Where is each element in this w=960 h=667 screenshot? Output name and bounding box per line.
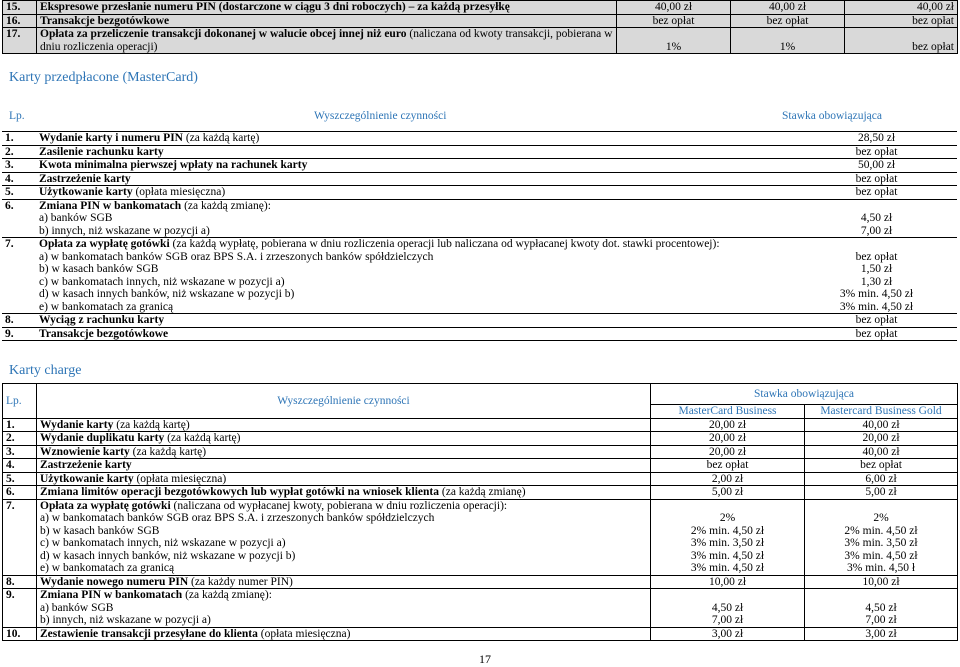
value-text: bez opłat	[855, 145, 898, 158]
row-number: 2.	[2, 145, 36, 159]
sub-value: 2% min. 4,50 zł	[690, 524, 765, 537]
item-title: Transakcje bezgotówkowe	[39, 327, 169, 340]
row-description	[36, 145, 796, 159]
value-text: 20,00 zł	[708, 432, 747, 444]
value-text: 3,00 zł	[711, 627, 744, 640]
fee-value	[796, 238, 957, 314]
value-text: 40,00 zł	[862, 445, 900, 458]
table-row	[3, 575, 958, 589]
row-number: 9.	[3, 589, 37, 628]
charge-header-lp: Lp.	[3, 384, 37, 419]
item-title: Użytkowanie karty	[40, 472, 134, 485]
value-spacer	[654, 500, 801, 513]
table-row	[3, 627, 958, 641]
fee-value-business-gold	[805, 418, 958, 432]
fee-value: 40,00 zł	[845, 1, 958, 15]
row-number: 5.	[2, 186, 36, 200]
value-text: 10,00 zł	[862, 575, 900, 588]
fee-value-business	[651, 459, 805, 473]
sub-value: 2% min. 4,50 zł	[844, 524, 918, 537]
row-number: 17.	[3, 28, 37, 54]
table-row	[3, 589, 958, 628]
charge-fee-table	[2, 383, 958, 641]
row-number: 6.	[3, 486, 37, 500]
sub-value: 4,50 zł	[860, 212, 893, 224]
fee-value-business-gold	[805, 589, 958, 628]
page-number: 17	[479, 652, 491, 666]
prepaid-fee-table	[2, 131, 957, 341]
charge-header-desc: Wyszczególnienie czynności	[37, 384, 651, 419]
item-note: (opłata miesięczna)	[133, 472, 227, 485]
item-note: (za każdą kartę)	[113, 418, 190, 431]
fee-value	[796, 132, 957, 146]
item-title: Zastrzeżenie karty	[39, 172, 131, 185]
row-description	[37, 459, 651, 473]
row-description	[36, 238, 796, 314]
item-title: Użytkowanie karty	[39, 186, 133, 198]
sub-value: 3% min. 4,50 ł	[846, 562, 916, 574]
value-text: 20,00 zł	[708, 445, 747, 458]
row-number: 1.	[2, 132, 36, 146]
value-text: bez opłat	[860, 459, 902, 471]
value-spacer	[808, 500, 954, 513]
value-text: bez opłat	[855, 327, 898, 340]
row-number: 8.	[2, 314, 36, 328]
item-title: Wydanie duplikatu karty	[40, 432, 165, 444]
row-number: 6.	[2, 199, 36, 238]
sub-value: 4,50 zł	[865, 601, 897, 614]
row-number: 8.	[3, 575, 37, 589]
item-title: Wydanie karty i numeru PIN	[39, 132, 183, 144]
sub-item: b) innych, niż wskazane w pozycji a)	[40, 614, 211, 626]
fee-value: bez opłat	[845, 14, 958, 28]
sub-item: c) w bankomatach innych, niż wskazane w pozycji a)	[39, 275, 285, 288]
item-title: Wznowienie karty	[40, 445, 130, 458]
row-number: 3.	[2, 159, 36, 173]
item-title: Zastrzeżenie karty	[40, 459, 132, 471]
value-text: 5,00 zł	[865, 486, 897, 498]
row-description	[37, 418, 651, 432]
item-note: (za każdą zmianę)	[439, 486, 526, 498]
sub-item: d) w kasach innych banków, niż wskazane w pozycji b)	[40, 549, 296, 562]
table-row	[3, 418, 958, 432]
row-number: 4.	[3, 459, 37, 473]
sub-value: 3% min. 4,50 zł	[839, 300, 914, 313]
sub-value: 7,00 zł	[865, 614, 897, 626]
fee-value	[796, 186, 957, 200]
value-text: bez opłat	[855, 186, 898, 198]
sub-value: 3% min. 3,50 zł	[690, 537, 765, 549]
charge-section-title: Karty charge	[9, 363, 82, 378]
table-row	[2, 238, 957, 314]
fee-value-business-gold	[805, 472, 958, 486]
item-note: (za każdą kartę)	[129, 445, 207, 458]
sub-value: 7,00 zł	[860, 224, 893, 237]
value-text: 3,00 zł	[865, 627, 897, 640]
item-note: (za każdą zmianę):	[182, 589, 272, 601]
row-description	[36, 172, 796, 186]
item-note: (za każdą zmianę):	[181, 199, 271, 212]
item-title: Wydanie karty	[40, 418, 114, 431]
sub-item: a) banków SGB	[39, 212, 113, 224]
row-number: 7.	[2, 238, 36, 314]
item-title: Zmiana PIN w bankomatach	[39, 199, 182, 212]
item-note: (za każdą kartę)	[182, 132, 260, 144]
row-number: 1.	[3, 418, 37, 432]
value-text: 20,00 zł	[862, 432, 900, 444]
item-title: Opłata za wypłatę gotówki	[40, 499, 171, 512]
sub-value: 2%	[719, 512, 736, 524]
value-text: 20,00 zł	[708, 418, 747, 431]
fee-value-business-gold	[805, 499, 958, 575]
sub-item: b) innych, niż wskazane w pozycji a)	[39, 224, 210, 237]
table-row	[3, 472, 958, 486]
row-description	[36, 132, 796, 146]
value-spacer	[799, 200, 954, 213]
fee-value-business-gold	[805, 445, 958, 459]
sub-item: a) w bankomatach banków SGB oraz BPS S.A. i zrzeszonych banków spółdzielczych	[39, 250, 434, 263]
sub-item: c) w bankomatach innych, niż wskazane w pozycji a)	[40, 537, 286, 549]
row-number: 10.	[3, 627, 37, 641]
item-note: (za każdy numer PIN)	[188, 575, 293, 588]
sub-value: 3% min. 4,50 zł	[690, 562, 765, 574]
table-row	[2, 199, 957, 238]
fee-value-business	[651, 486, 805, 500]
item-title: Opłata za wypłatę gotówki	[39, 238, 170, 250]
table-row	[3, 499, 958, 575]
value-text: 10,00 zł	[708, 575, 747, 588]
table-row	[3, 486, 958, 500]
row-description	[37, 432, 651, 446]
fee-value: 40,00 zł	[617, 1, 731, 15]
table-row	[3, 28, 958, 54]
item-title: Wydanie nowego numeru PIN	[40, 575, 189, 588]
row-description	[37, 486, 651, 500]
fee-value-business	[651, 445, 805, 459]
item-note: (za każdą kartę)	[164, 432, 241, 444]
item-title: Zmiana PIN w bankomatach	[40, 589, 183, 601]
table-row	[2, 172, 957, 186]
item-note: (opłata miesięczna)	[257, 627, 351, 640]
row-number: 9.	[2, 327, 36, 341]
table-row	[2, 132, 957, 146]
row-number: 3.	[3, 445, 37, 459]
value-text: 2,00 zł	[711, 472, 744, 485]
item-title: Kwota minimalna pierwszej wpłaty na rachunek karty	[39, 159, 308, 171]
table-row	[3, 14, 958, 28]
value-spacer	[808, 589, 954, 602]
row-description	[36, 314, 796, 328]
table-row	[2, 159, 957, 173]
value-text: 40,00 zł	[862, 418, 900, 431]
fee-value	[796, 314, 957, 328]
row-number: 2.	[3, 432, 37, 446]
sub-value: 4,50 zł	[711, 601, 744, 614]
fee-value-business	[651, 499, 805, 575]
sub-value: 3% min. 4,50 zł	[839, 288, 914, 300]
row-description	[37, 575, 651, 589]
table-row	[2, 327, 957, 341]
value-text: bez opłat	[855, 172, 898, 185]
table-row	[3, 459, 958, 473]
item-title: Opłata za przeliczenie transakcji dokonanej w walucie obcej innej niż euro	[40, 28, 407, 40]
row-number: 7.	[3, 499, 37, 575]
value-spacer	[799, 238, 954, 251]
row-description	[37, 499, 651, 575]
sub-value: 1,30 zł	[860, 275, 893, 288]
item-title: Zasilenie rachunku karty	[39, 145, 164, 158]
value-text: 5,00 zł	[711, 486, 744, 498]
fee-value: 1%	[731, 28, 845, 54]
value-text: bez opłat	[855, 314, 898, 326]
sub-item: e) w bankomatach za granicą	[39, 300, 174, 313]
item-title: Zestawienie transakcji przesyłane do klienta	[40, 627, 258, 640]
fee-value-business-gold	[805, 486, 958, 500]
fee-value-business-gold	[805, 575, 958, 589]
fee-value-business	[651, 418, 805, 432]
charge-header-col-business: MasterCard Business	[651, 405, 805, 419]
fee-value	[796, 145, 957, 159]
fee-value-business	[651, 575, 805, 589]
sub-item: b) w kasach banków SGB	[39, 263, 159, 275]
row-description	[37, 28, 617, 54]
sub-item: b) w kasach banków SGB	[40, 524, 160, 537]
sub-value: bez opłat	[855, 250, 898, 263]
sub-value: 1,50 zł	[860, 263, 893, 275]
row-description	[36, 327, 796, 341]
fee-value	[796, 327, 957, 341]
item-note: (opłata miesięczna)	[132, 186, 226, 198]
value-spacer	[654, 589, 801, 602]
top-fee-table	[2, 0, 958, 54]
prepaid-header-lp: Lp.	[9, 110, 25, 122]
sub-item: a) w bankomatach banków SGB oraz BPS S.A. i zrzeszonych banków spółdzielczych	[40, 512, 435, 524]
fee-value-business-gold	[805, 627, 958, 641]
row-description	[36, 199, 796, 238]
value-text: bez opłat	[706, 459, 749, 471]
sub-value: 3% min. 4,50 zł	[690, 549, 765, 562]
table-row	[3, 1, 958, 15]
row-description	[36, 159, 796, 173]
prepaid-header-desc: Wyszczególnienie czynności	[314, 110, 447, 122]
item-title: Zmiana limitów operacji bezgotówkowych lub wypłat gotówki na wniosek klienta	[40, 486, 440, 498]
table-row	[3, 432, 958, 446]
fee-value	[796, 159, 957, 173]
row-description	[37, 472, 651, 486]
item-title: Ekspresowe przesłanie numeru PIN (dostarczone w ciągu 3 dni roboczych) – za każdą przesyłkę	[40, 1, 510, 13]
fee-value: bez opłat	[845, 28, 958, 54]
fee-value: 40,00 zł	[731, 1, 845, 15]
table-row	[3, 445, 958, 459]
item-note: (za każdą wypłatę, pobierana w dniu rozliczenia operacji lub naliczana od wypłacanej kwoty dot. stawki procentowej):	[169, 238, 720, 250]
fee-value-business-gold	[805, 432, 958, 446]
table-row	[2, 314, 957, 328]
value-text: 50,00 zł	[857, 159, 896, 171]
fee-value: bez opłat	[617, 14, 731, 28]
table-row	[2, 145, 957, 159]
row-number: 16.	[3, 14, 37, 28]
sub-item: d) w kasach innych banków, niż wskazane w pozycji b)	[39, 288, 295, 300]
row-number: 5.	[3, 472, 37, 486]
fee-value-business	[651, 589, 805, 628]
fee-value-business	[651, 627, 805, 641]
sub-value: 2%	[873, 512, 889, 524]
row-description	[37, 1, 617, 15]
fee-value-business	[651, 472, 805, 486]
row-number: 4.	[2, 172, 36, 186]
sub-value: 3% min. 3,50 zł	[844, 537, 918, 549]
row-description	[37, 589, 651, 628]
item-note: (naliczana od kwoty transakcji, pobierana w dniu rozliczenia operacji)	[40, 28, 613, 53]
table-row	[2, 186, 957, 200]
charge-header-rate: Stawka obowiązująca	[651, 384, 958, 405]
sub-value: 3% min. 4,50 zł	[844, 549, 918, 562]
value-text: 28,50 zł	[857, 132, 896, 144]
row-description	[37, 445, 651, 459]
fee-value	[796, 199, 957, 238]
fee-value: bez opłat	[731, 14, 845, 28]
prepaid-header-rate: Stawka obowiązująca	[782, 110, 882, 122]
row-number: 15.	[3, 1, 37, 15]
sub-item: a) banków SGB	[40, 601, 114, 614]
value-text: 6,00 zł	[865, 472, 897, 485]
item-title: Transakcje bezgotówkowe	[40, 14, 170, 27]
sub-item: e) w bankomatach za granicą	[40, 562, 175, 574]
sub-value: 7,00 zł	[711, 614, 744, 626]
fee-value-business-gold	[805, 459, 958, 473]
row-description	[37, 627, 651, 641]
fee-value: 1%	[617, 28, 731, 54]
fee-value	[796, 172, 957, 186]
prepaid-section-title: Karty przedpłacone (MasterCard)	[9, 70, 198, 85]
item-title: Wyciąg z rachunku karty	[39, 314, 165, 326]
row-description	[36, 186, 796, 200]
charge-header-col-business-gold: Mastercard Business Gold	[805, 405, 958, 419]
item-note: (naliczana od wypłacanej kwoty, pobierana w dniu rozliczenia operacji):	[170, 499, 508, 512]
fee-value-business	[651, 432, 805, 446]
row-description	[37, 14, 617, 28]
